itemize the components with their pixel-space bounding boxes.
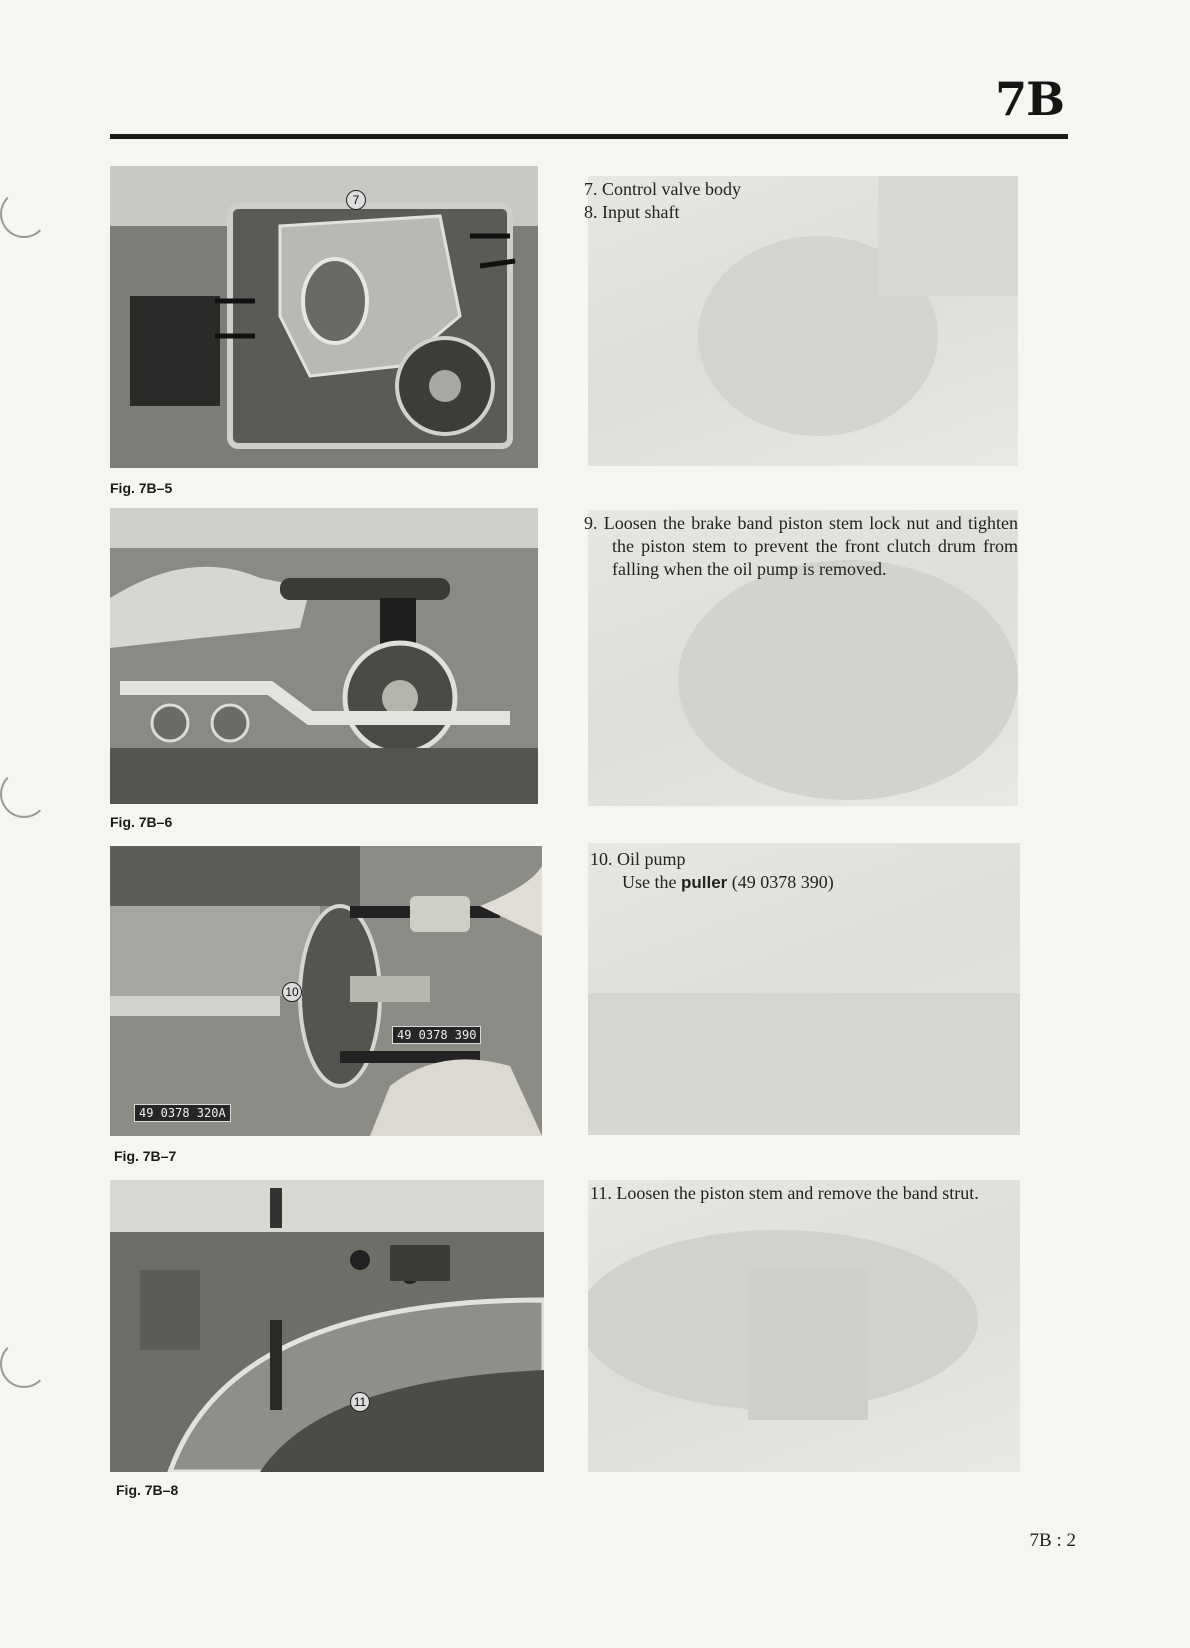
figure-label: Fig. 7B–6	[110, 814, 173, 830]
ghost-photo	[588, 1180, 1020, 1472]
callout-7: 7	[346, 190, 366, 210]
callout-10: 10	[282, 982, 302, 1002]
step-text: 11. Loosen the piston stem and remove the band strut.	[590, 1183, 979, 1203]
figure-photo-7b-6	[110, 508, 538, 804]
punch-hole-mark	[0, 770, 48, 818]
step-text-part: Use the	[622, 872, 681, 892]
tool-name: puller	[680, 873, 728, 892]
step-line	[590, 871, 1020, 894]
step-7-8	[584, 178, 1024, 224]
figure-photo-7b-8	[110, 1180, 544, 1472]
tool-tag-puller: 49 0378 390	[392, 1026, 481, 1044]
figure-label: Fig. 7B–7	[114, 1148, 177, 1164]
step-text-part: (49 0378 390)	[727, 872, 834, 892]
page-number: 7B : 2	[1029, 1530, 1076, 1551]
section-tag: 7B	[995, 72, 1064, 126]
step-line: 7. Control valve body	[584, 179, 741, 199]
figure-photo-7b-7	[110, 846, 542, 1136]
step-9	[584, 512, 1018, 581]
punch-hole-mark	[0, 190, 48, 238]
step-line: 8. Input shaft	[584, 202, 680, 222]
figure-label: Fig. 7B–5	[110, 480, 173, 496]
callout-11: 11	[350, 1392, 370, 1412]
tool-tag-adapter: 49 0378 320A	[134, 1104, 231, 1122]
figure-label: Fig. 7B–8	[116, 1482, 179, 1498]
step-11	[590, 1182, 1022, 1205]
header-rule	[110, 134, 1068, 139]
figure-photo-7b-5	[110, 166, 538, 468]
step-10	[590, 848, 1020, 894]
step-text: 9. Loosen the brake band piston stem lock nut and tighten the piston stem to prevent the front clutch drum from falling when the oil pump is removed.	[584, 513, 1018, 579]
step-line: 10. Oil pump	[590, 849, 686, 869]
punch-hole-mark	[0, 1340, 48, 1388]
